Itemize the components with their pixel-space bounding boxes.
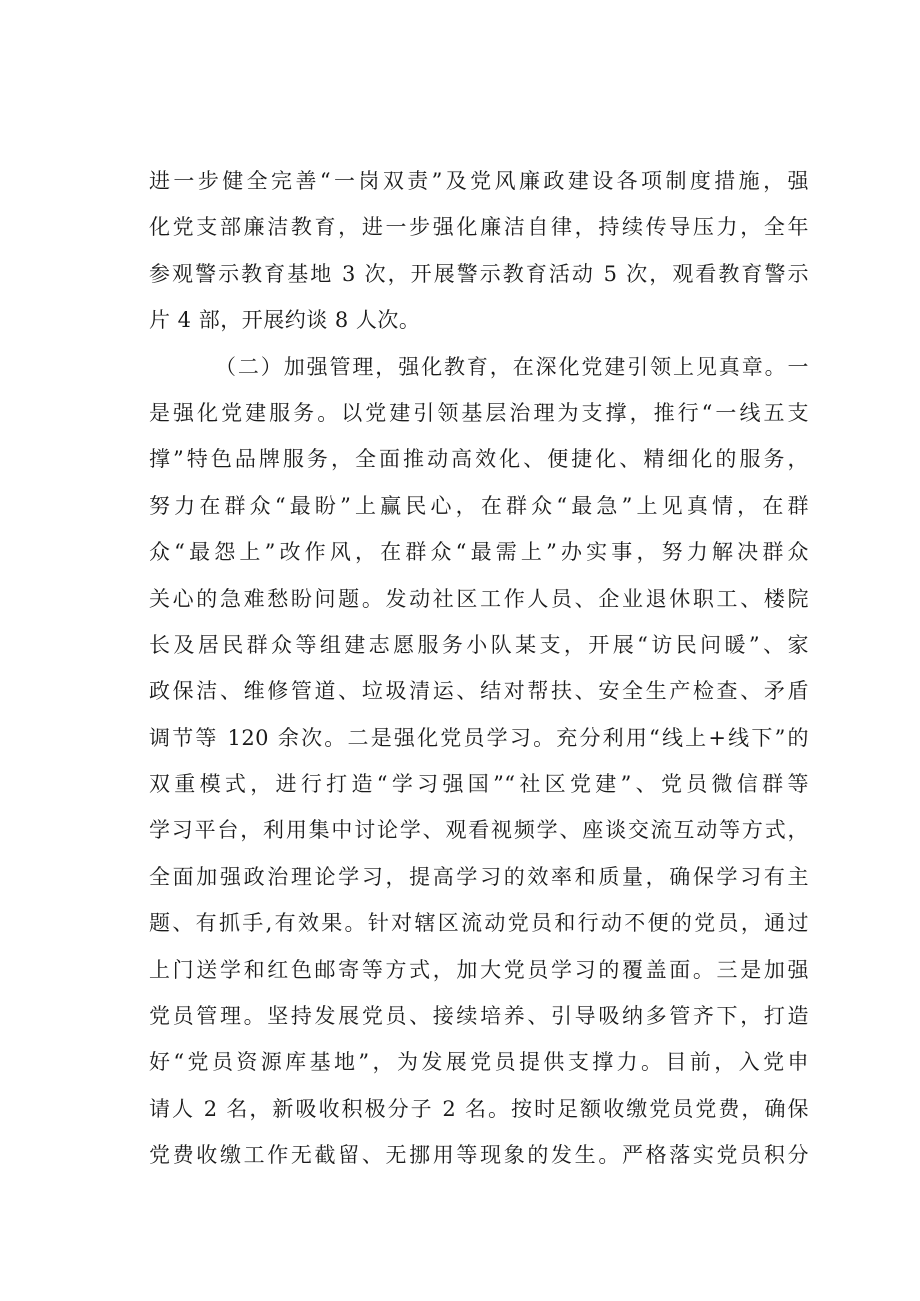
body-text xyxy=(149,158,809,1179)
text-line: 调节等 120 余次。二是强化党员学习。充分利用“线上+线下”的 xyxy=(149,725,809,750)
section-heading-line: （二）加强管理，强化教育，在深化党建引领上见真章。一 xyxy=(215,354,809,379)
text-line: 请人 2 名，新吸收积极分子 2 名。按时足额收缴党员党费，确保 xyxy=(149,1096,809,1121)
text-line: 化党支部廉洁教育，进一步强化廉洁自律，持续传导压力，全年 xyxy=(149,215,809,240)
text-line: 党费收缴工作无截留、无挪用等现象的发生。严格落实党员积分 xyxy=(149,1143,809,1168)
text-line: 进一步健全完善“一岗双责”及党风廉政建设各项制度措施，强 xyxy=(149,169,809,193)
text-line: 党员管理。坚持发展党员、接续培养、引导吸纳多管齐下，打造 xyxy=(149,1004,809,1029)
text-line: 参观警示教育基地 3 次，开展警示教育活动 5 次，观看教育警示 xyxy=(149,261,809,286)
text-line: 双重模式，进行打造“学习强国”“社区党建”、党员微信群等 xyxy=(149,772,809,797)
text-line: 全面加强政治理论学习，提高学习的效率和质量，确保学习有主 xyxy=(149,864,809,889)
text-line: 政保洁、维修管道、垃圾清运、结对帮扶、安全生产检查、矛盾 xyxy=(149,679,809,704)
text-line: 片 4 部，开展约谈 8 人次。 xyxy=(149,308,421,333)
text-line: 关心的急难愁盼问题。发动社区工作人员、企业退休职工、楼院 xyxy=(149,586,809,611)
text-line: 题、有抓手,有效果。针对辖区流动党员和行动不便的党员，通过 xyxy=(149,911,809,936)
text-line: 上门送学和红色邮寄等方式，加大党员学习的覆盖面。三是加强 xyxy=(149,957,809,982)
text-line: 众“最怨上”改作风，在群众“最需上”办实事，努力解决群众 xyxy=(149,540,809,565)
text-line: 长及居民群众等组建志愿服务小队某支，开展“访民问暖”、家 xyxy=(149,632,809,657)
text-line: 好“党员资源库基地”，为发展党员提供支撑力。目前，入党申 xyxy=(149,1050,809,1075)
text-line: 努力在群众“最盼”上赢民心，在群众“最急”上见真情，在群 xyxy=(149,493,809,518)
text-line: 是强化党建服务。以党建引领基层治理为支撑，推行“一线五支 xyxy=(149,400,809,425)
text-line: 学习平台，利用集中讨论学、观看视频学、座谈交流互动等方式， xyxy=(149,818,809,843)
text-line: 撑”特色品牌服务，全面推动高效化、便捷化、精细化的服务， xyxy=(149,447,809,472)
